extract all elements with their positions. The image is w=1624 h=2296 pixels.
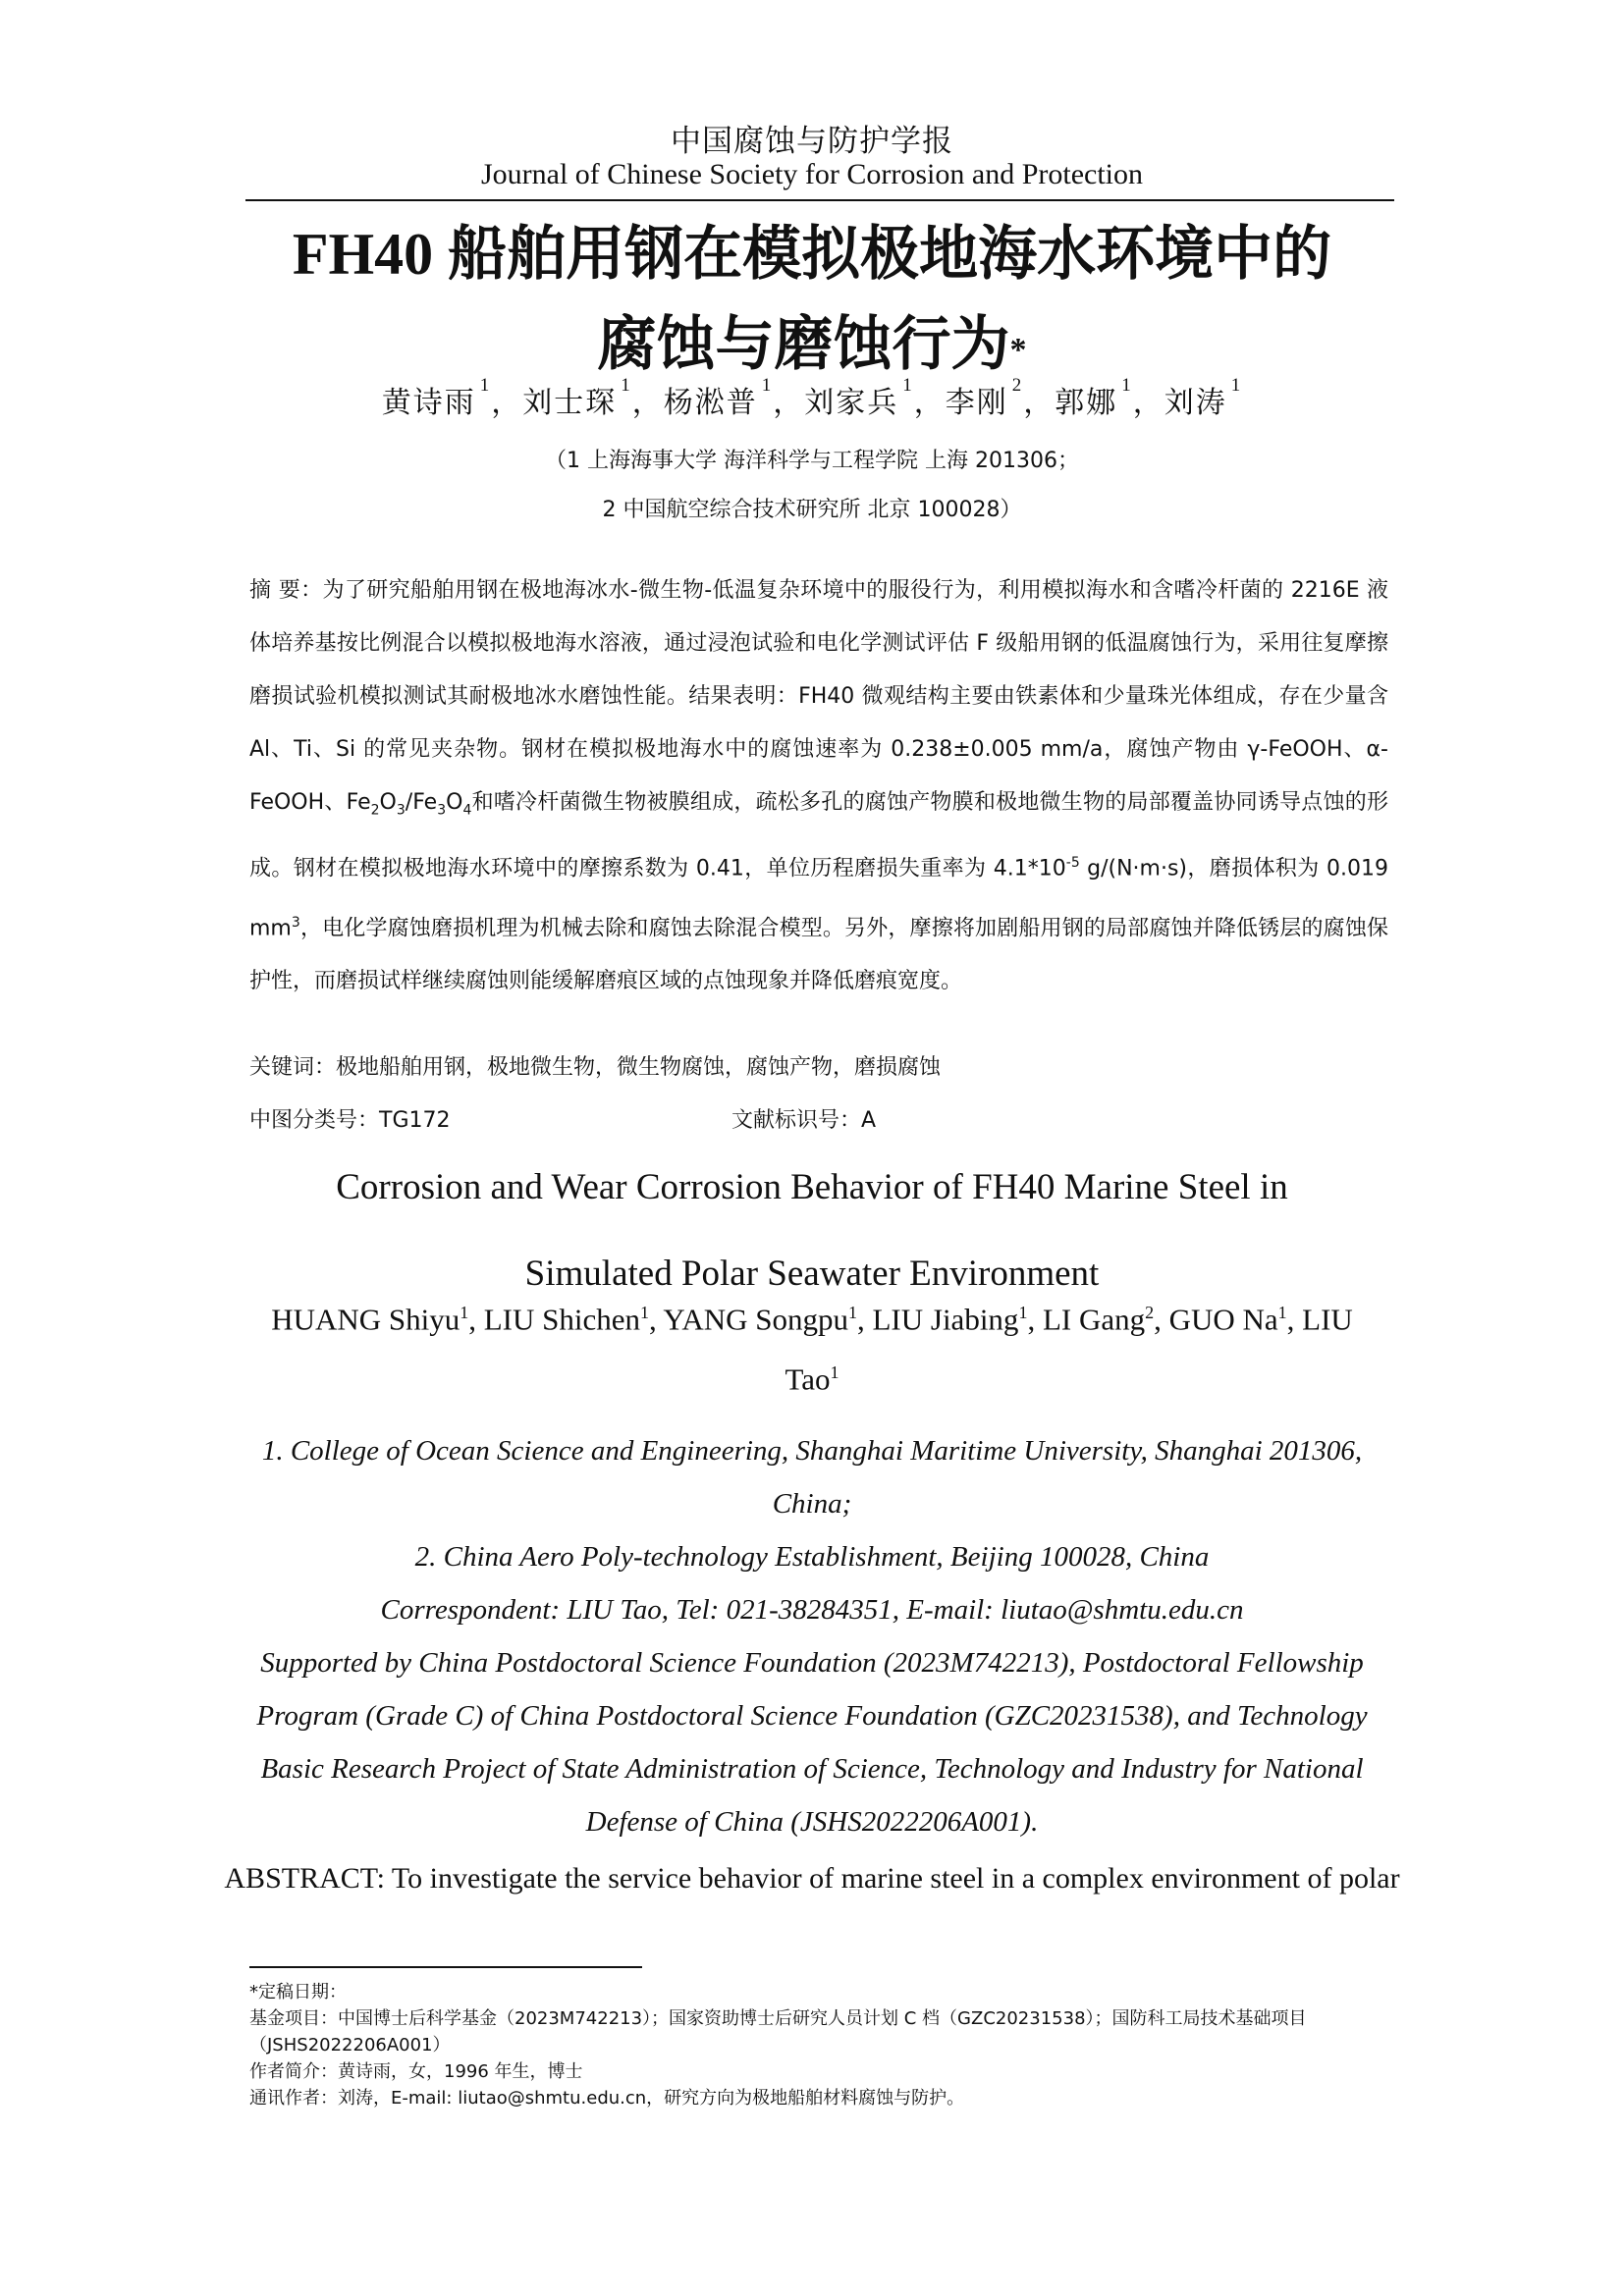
cn-author-affiliation-mark: 1: [1230, 375, 1243, 396]
cn-author-name: 黄诗雨: [381, 387, 476, 419]
abstract-cn-text: O: [379, 790, 397, 815]
abstract-cn-text: 为了研究船舶用钢在极地海冰水-微生物-低温复杂环境中的服役行为，利用模拟海水和含嗜冷杆菌的 2216E 液体培养基按比例混合以模拟极地海水溶液，通过浸泡试验和电化学测试评估 F 级船用钢的低温腐蚀行为，采用往复摩擦磨损试验机模拟测试其耐极地冰水磨蚀性能。结果表明：FH40 微观结构主要由铁素体和少量珠光体组成，存在少量含 Al、Ti、Si 的常见夹杂物。钢材在模拟极地海水中的腐蚀速率为 0.238±0.005 mm/a，腐蚀产物由 γ-FeOOH、α-FeOOH、Fe: [249, 578, 1388, 815]
journal-name-en: Journal of Chinese Society for Corrosion and Protection: [480, 158, 1144, 190]
abstract-cn-text: O: [446, 790, 463, 815]
en-author-affiliation-mark: 1: [1018, 1303, 1028, 1322]
abstract-cn-sub: 2: [370, 802, 380, 819]
footnote-author-bio: 作者简介：黄诗雨，女，1996 年生，博士: [249, 2061, 583, 2082]
paper-title-en-line2: Simulated Polar Seawater Environment: [524, 1254, 1100, 1294]
en-author-affiliation-mark: 1: [830, 1362, 839, 1383]
cn-author-separator: ，: [491, 387, 523, 419]
cn-author-separator: ，: [913, 387, 946, 419]
support-statement-en: Supported by China Postdoctoral Science Foundation (2023M742213), Postdoctoral Fellowship Program (Grade C) of China Postdoctoral Science Foundation (GZC20231538), and Technology Basic Research Project of State Administration of Science, Technology and Industry for National Defense of China (JSHS2022206A001).: [256, 1647, 1368, 1838]
keywords-cn: 关键词：极地船舶用钢，极地微生物，微生物腐蚀，腐蚀产物，磨损腐蚀: [249, 1055, 942, 1080]
footnote-fund: 基金项目：中国博士后科学基金（2023M742213）；国家资助博士后研究人员计划 C 档（GZC20231538）；国防科工局技术基础项目（JSHS2022206A001）: [249, 2008, 1307, 2056]
cn-author-separator: ，: [773, 387, 805, 419]
cn-author-affiliation-mark: 1: [1121, 375, 1133, 396]
en-author-name: LIU Shichen: [483, 1302, 641, 1337]
abstract-cn-label: 摘 要：: [249, 578, 323, 603]
en-author-separator: ,: [1286, 1302, 1303, 1337]
footnote-rule: [249, 1966, 642, 1968]
cn-author-name: 郭娜: [1055, 387, 1118, 419]
abstract-cn: [249, 564, 1388, 1008]
cn-author-affiliation-mark: 1: [621, 375, 632, 396]
en-author-affiliation-mark: 1: [847, 1303, 857, 1322]
cn-author-affiliation-mark: 2: [1011, 375, 1024, 396]
en-author-name: YANG Songpu: [663, 1302, 848, 1337]
en-author-affiliation-mark: 1: [1277, 1303, 1287, 1322]
abstract-cn-sub: 4: [462, 802, 472, 819]
en-author-name: HUANG Shiyu: [271, 1302, 460, 1337]
paper-title-en-line1: Corrosion and Wear Corrosion Behavior of FH40 Marine Steel in: [336, 1167, 1288, 1207]
en-author-separator: ,: [649, 1302, 664, 1337]
paper-title-cn: [147, 209, 1477, 390]
en-author-name: LIU Tao: [785, 1302, 1353, 1397]
correspondent-en: Correspondent: LIU Tao, Tel: 021-38284351, E-mail: liutao@shmtu.edu.cn: [380, 1594, 1244, 1626]
cn-author-separator: ，: [1023, 387, 1056, 419]
affiliation-en-2: 2. China Aero Poly-technology Establishment, Beijing 100028, China: [414, 1541, 1210, 1573]
abstract-cn-sup: -5: [1065, 855, 1080, 872]
abstract-cn-text: 和嗜冷杆菌微生物被膜组成，疏松多孔的腐蚀产物膜和极地微生物的局部覆盖协同诱导点蚀的形成。钢材在模拟极地海水环境中的摩擦系数为 0.41，单位历程磨损失重率为 4.1*10: [249, 790, 1388, 881]
en-author-affiliation-mark: 2: [1145, 1303, 1155, 1322]
cn-author-name: 李刚: [945, 387, 1008, 419]
title-cn-line1: FH40 船舶用钢在模拟极地海水环境中的: [292, 222, 1332, 287]
cn-author-name: 刘涛: [1164, 387, 1227, 419]
abstract-cn-text: g/(N·m·s)，磨损体积为 0.019 mm: [249, 856, 1388, 941]
cn-author-affiliation-mark: 1: [902, 375, 914, 396]
abstract-cn-sub: 3: [437, 802, 447, 819]
footnote-received-date: *定稿日期：: [249, 1982, 347, 2002]
en-author-name: GUO Na: [1168, 1302, 1278, 1337]
cn-author-separator: ，: [1132, 387, 1164, 419]
author-list-en: [245, 1286, 1379, 1407]
title-cn-line2: [147, 299, 1477, 390]
en-author-separator: ,: [468, 1302, 484, 1337]
affiliation-en-1: 1. College of Ocean Science and Engineering, Shanghai Maritime University, Shanghai 201306, China;: [261, 1435, 1363, 1520]
author-list-cn: [0, 375, 1624, 421]
en-author-affiliation-mark: 1: [640, 1303, 650, 1322]
title-footnote-mark: *: [1009, 332, 1027, 368]
abstract-cn-sub: 3: [396, 802, 406, 819]
title-cn-line2-text: 腐蚀与磨蚀行为: [597, 312, 1010, 377]
en-author-affiliation-mark: 1: [460, 1303, 469, 1322]
document-code: 文献标识号：A: [731, 1108, 877, 1133]
en-author-name: LI Gang: [1042, 1302, 1146, 1337]
abstract-cn-text: ，电化学腐蚀磨损机理为机械去除和腐蚀去除混合模型。另外，摩擦将加剧船用钢的局部腐蚀并降低锈层的腐蚀保护性，而磨损试样继续腐蚀则能缓解磨痕区域的点蚀现象并降低磨痕宽度。: [249, 916, 1388, 994]
cn-author-name: 杨淞普: [663, 387, 758, 419]
en-author-name: LIU Jiabing: [872, 1302, 1019, 1337]
abstract-cn-sup: 3: [291, 914, 300, 931]
affiliation-cn-line1: （1 上海海事大学 海洋科学与工程学院 上海 201306；: [545, 449, 1079, 473]
cn-author-affiliation-mark: 1: [479, 375, 492, 396]
footnotes: [249, 1979, 1388, 2111]
clc-number: 中图分类号：TG172: [249, 1108, 451, 1133]
abstract-cn-text: /Fe: [405, 790, 438, 815]
journal-name-cn: 中国腐蚀与防护学报: [671, 124, 953, 159]
header-rule: [245, 199, 1394, 201]
en-author-separator: ,: [1154, 1302, 1169, 1337]
cn-author-name: 刘士琛: [522, 387, 618, 419]
cn-author-separator: ，: [631, 387, 664, 419]
cn-author-affiliation-mark: 1: [761, 375, 774, 396]
footnote-corresponding-author: 通讯作者：刘涛，E-mail: liutao@shmtu.edu.cn，研究方向为极地船舶材料腐蚀与防护。: [249, 2088, 965, 2109]
en-author-separator: ,: [856, 1302, 873, 1337]
en-author-separator: ,: [1027, 1302, 1043, 1337]
affiliation-cn-line2: 2 中国航空综合技术研究所 北京 100028）: [602, 498, 1022, 522]
abstract-en-start: ABSTRACT: To investigate the service behavior of marine steel in a complex environment of polar: [224, 1862, 1400, 1895]
cn-author-name: 刘家兵: [804, 387, 899, 419]
